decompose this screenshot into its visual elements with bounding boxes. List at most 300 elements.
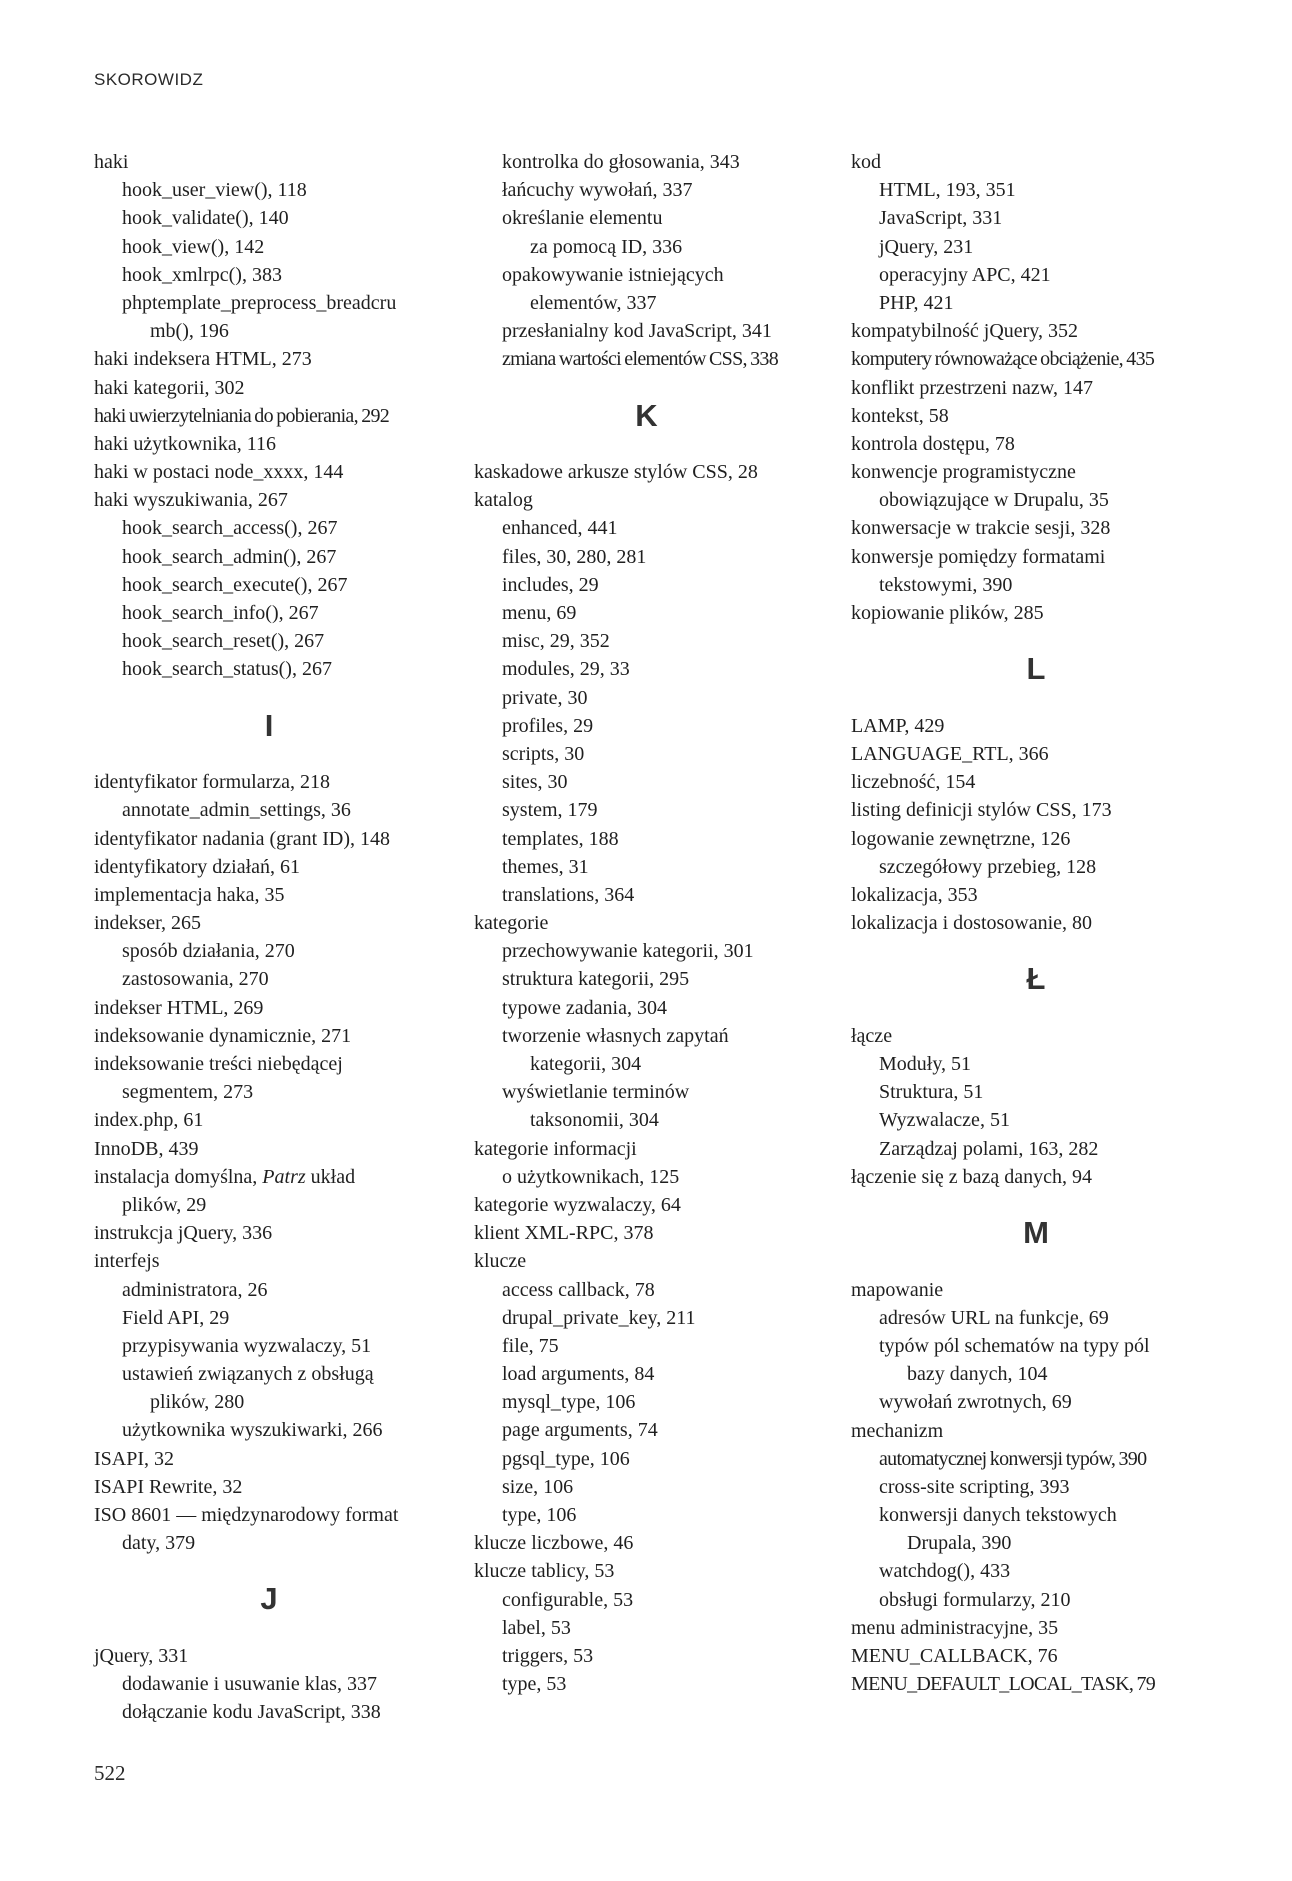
entry-text: kategorie <box>474 912 549 935</box>
entry-text: haki użytkownika, 116 <box>94 432 277 455</box>
index-subentry <box>474 599 819 627</box>
entry-text: adresów URL na funkcje, 69 <box>879 1306 1109 1329</box>
index-subentry <box>851 1360 1221 1388</box>
index-subentry <box>94 1529 444 1557</box>
index-subentry <box>474 233 819 261</box>
index-subentry <box>474 994 819 1022</box>
index-entry <box>851 1642 1221 1670</box>
index-subentry <box>94 261 444 289</box>
index-subentry <box>94 965 444 993</box>
index-subentry <box>851 1050 1221 1078</box>
index-entry <box>94 768 444 796</box>
entry-text: cross-site scripting, 393 <box>879 1475 1070 1498</box>
index-subentry <box>851 1529 1221 1557</box>
entry-text: triggers, 53 <box>502 1644 594 1667</box>
index-subentry <box>94 317 444 345</box>
entry-text: hook_search_admin(), 267 <box>122 545 337 568</box>
entry-text: konwersji danych tekstowych <box>879 1504 1117 1527</box>
entry-text: łączenie się z bazą danych, 94 <box>851 1165 1092 1188</box>
index-subentry <box>851 1332 1221 1360</box>
entry-text: Zarządzaj polami, 163, 282 <box>879 1137 1099 1160</box>
index-subentry <box>851 571 1221 599</box>
entry-text: łańcuchy wywołań, 337 <box>502 179 693 202</box>
index-subentry <box>474 825 819 853</box>
index-entry <box>94 1050 444 1078</box>
index-subentry <box>94 796 444 824</box>
index-entry <box>94 825 444 853</box>
index-entry <box>94 1022 444 1050</box>
entry-text: haki uwierzytelniania do pobierania, 292 <box>94 404 390 427</box>
index-entry <box>851 374 1221 402</box>
index-subentry <box>474 317 819 345</box>
index-subentry <box>474 627 819 655</box>
index-subentry <box>851 1388 1221 1416</box>
section-letter: I <box>264 707 274 743</box>
index-entry <box>851 402 1221 430</box>
index-subentry <box>94 627 444 655</box>
page-number: 522 <box>94 1761 126 1785</box>
entry-text: o użytkownikach, 125 <box>502 1165 680 1188</box>
index-subentry <box>474 1022 819 1050</box>
entry-text: label, 53 <box>502 1616 571 1639</box>
index-entry <box>851 909 1221 937</box>
index-entry <box>851 740 1221 768</box>
entry-text: indeksowanie treści niebędącej <box>94 1053 343 1076</box>
index-entry <box>851 430 1221 458</box>
index-subentry <box>474 712 819 740</box>
entry-text: file, 75 <box>502 1334 559 1357</box>
index-subentry <box>474 1078 819 1106</box>
index-subentry <box>474 768 819 796</box>
index-subentry <box>94 655 444 683</box>
index-subentry <box>474 1416 819 1444</box>
index-subentry <box>851 1473 1221 1501</box>
entry-text: konflikt przestrzeni nazw, 147 <box>851 376 1093 399</box>
entry-text: scripts, 30 <box>502 742 585 765</box>
index-entry <box>851 317 1221 345</box>
index-entry <box>474 1247 819 1275</box>
index-entry <box>94 1445 444 1473</box>
index-subentry <box>474 796 819 824</box>
entry-text: za pomocą ID, 336 <box>530 235 683 258</box>
entry-text: implementacja haka, 35 <box>94 883 285 906</box>
index-subentry <box>851 1557 1221 1585</box>
entry-reference-italic: Patrz <box>262 1165 306 1188</box>
index-subentry <box>474 1360 819 1388</box>
entry-text: ISAPI, 32 <box>94 1447 175 1470</box>
entry-text: hook_validate(), 140 <box>122 207 289 230</box>
index-subentry <box>474 289 819 317</box>
index-entry <box>851 1022 1221 1050</box>
entry-text: ustawień związanych z obsługą <box>122 1363 374 1386</box>
entry-text: konwersacje w trakcie sesji, 328 <box>851 517 1111 540</box>
entry-text: segmentem, 273 <box>122 1081 254 1104</box>
entry-text: dołączanie kodu JavaScript, 338 <box>122 1701 381 1724</box>
section-letter: M <box>1023 1215 1049 1250</box>
entry-text: system, 179 <box>502 799 598 822</box>
index-subentry <box>94 1078 444 1106</box>
entry-text: klucze liczbowe, 46 <box>474 1532 634 1555</box>
index-entry <box>851 796 1221 824</box>
entry-text: kategorie wyzwalaczy, 64 <box>474 1193 681 1216</box>
entry-text: hook_search_status(), 267 <box>122 658 332 681</box>
entry-text: taksonomii, 304 <box>530 1109 659 1132</box>
entry-text: indekser HTML, 269 <box>94 996 264 1019</box>
index-entry <box>851 599 1221 627</box>
index-entry <box>94 374 444 402</box>
entry-text: JavaScript, 331 <box>879 207 1003 230</box>
entry-text: konwencje programistyczne <box>851 461 1076 484</box>
index-subentry <box>474 965 819 993</box>
index-subentry <box>94 1276 444 1304</box>
entry-text: identyfikator formularza, 218 <box>94 771 331 794</box>
entry-text: plików, 280 <box>150 1391 245 1414</box>
entry-text: ISAPI Rewrite, 32 <box>94 1475 243 1498</box>
index-subentry <box>94 233 444 261</box>
entry-text: Wyzwalacze, 51 <box>879 1109 1010 1132</box>
index-subentry <box>94 1416 444 1444</box>
index-subentry <box>474 1163 819 1191</box>
entry-text: jQuery, 331 <box>94 1645 189 1667</box>
section-letter: Ł <box>1026 961 1046 997</box>
index-entry <box>474 1557 819 1585</box>
index-entry <box>851 1163 1221 1191</box>
index-subentry <box>851 486 1221 514</box>
entry-text: jQuery, 231 <box>879 235 974 258</box>
entry-text: haki indeksera HTML, 273 <box>94 348 312 371</box>
entry-text: type, 106 <box>502 1504 577 1527</box>
index-subentry <box>851 261 1221 289</box>
section-letter: J <box>260 1581 278 1617</box>
index-subentry <box>851 1304 1221 1332</box>
index-column-3 <box>851 148 1221 1698</box>
index-subentry <box>94 289 444 317</box>
entry-text: ISO 8601 — międzynarodowy format <box>94 1504 399 1527</box>
running-header: SKOROWIDZ <box>94 70 204 89</box>
entry-text: haki <box>94 151 129 173</box>
entry-text: kategorie informacji <box>474 1137 637 1160</box>
entry-text: kompatybilność jQuery, 352 <box>851 320 1079 343</box>
entry-text: tworzenie własnych zapytań <box>502 1024 729 1047</box>
index-subentry <box>474 148 819 176</box>
index-subentry <box>851 1586 1221 1614</box>
index-subentry <box>474 1445 819 1473</box>
entry-text: profiles, 29 <box>502 714 594 737</box>
entry-text: modules, 29, 33 <box>502 658 630 681</box>
entry-text: haki kategorii, 302 <box>94 376 245 399</box>
entry-text: identyfikator nadania (grant ID), 148 <box>94 827 391 850</box>
index-entry <box>94 1163 444 1191</box>
entry-text: wywołań zwrotnych, 69 <box>879 1391 1072 1414</box>
index-entry <box>474 1135 819 1163</box>
index-entry <box>474 1219 819 1247</box>
index-entry <box>94 853 444 881</box>
entry-text: kontekst, 58 <box>851 404 949 427</box>
index-subentry <box>851 204 1221 232</box>
index-subentry <box>851 176 1221 204</box>
index-column-1 <box>94 148 444 1727</box>
entry-text: mapowanie <box>851 1278 944 1301</box>
index-entry <box>94 148 444 176</box>
entry-text: hook_view(), 142 <box>122 235 265 258</box>
index-entry <box>94 1247 444 1275</box>
entry-text: struktura kategorii, 295 <box>502 968 690 991</box>
entry-text: zastosowania, 270 <box>122 968 269 991</box>
entry-text: haki w postaci node_xxxx, 144 <box>94 461 344 484</box>
index-subentry <box>474 881 819 909</box>
index-subentry <box>94 937 444 965</box>
entry-text: indeksowanie dynamicznie, 271 <box>94 1024 352 1047</box>
entry-text: index.php, 61 <box>94 1109 204 1132</box>
entry-text: access callback, 78 <box>502 1278 655 1301</box>
entry-text: łącze <box>851 1024 893 1047</box>
entry-text: szczegółowy przebieg, 128 <box>879 855 1097 878</box>
entry-text: administratora, 26 <box>122 1278 268 1301</box>
entry-text: PHP, 421 <box>879 291 954 314</box>
entry-text: load arguments, 84 <box>502 1363 655 1386</box>
index-entry <box>94 994 444 1022</box>
index-subentry <box>474 1050 819 1078</box>
entry-text: page arguments, 74 <box>502 1419 658 1442</box>
index-subentry <box>851 1445 1221 1473</box>
entry-text: hook_search_reset(), 267 <box>122 630 325 653</box>
entry-text: translations, 364 <box>502 883 635 906</box>
entry-text: daty, 379 <box>122 1532 196 1555</box>
entry-text: sites, 30 <box>502 771 568 794</box>
entry-text: misc, 29, 352 <box>502 630 610 653</box>
entry-text: indekser, 265 <box>94 912 201 935</box>
entry-text: menu administracyjne, 35 <box>851 1616 1059 1639</box>
entry-text: hook_search_info(), 267 <box>122 602 319 624</box>
entry-text: Drupala, 390 <box>907 1532 1012 1555</box>
index-subentry <box>474 1332 819 1360</box>
entry-text: MENU_CALLBACK, 76 <box>851 1645 1058 1668</box>
entry-text: przechowywanie kategorii, 301 <box>502 940 754 963</box>
entry-text: HTML, 193, 351 <box>879 179 1016 202</box>
index-subentry <box>94 543 444 571</box>
section-letter: K <box>635 397 658 433</box>
index-subentry <box>94 1332 444 1360</box>
entry-text: instalacja domyślna, <box>94 1165 263 1188</box>
entry-text: configurable, 53 <box>502 1588 634 1611</box>
entry-text: konwersje pomiędzy formatami <box>851 545 1106 568</box>
entry-text: size, 106 <box>502 1475 574 1498</box>
entry-text: LANGUAGE_RTL, 366 <box>851 742 1049 765</box>
entry-text: mb(), 196 <box>150 320 229 343</box>
index-entry <box>851 881 1221 909</box>
entry-text: themes, 31 <box>502 855 589 878</box>
entry-text: type, 53 <box>502 1673 567 1696</box>
index-subentry <box>474 1304 819 1332</box>
entry-text: kontrola dostępu, 78 <box>851 432 1015 455</box>
entry-text: templates, 188 <box>502 827 619 850</box>
index-subentry <box>851 289 1221 317</box>
index-entry <box>474 1529 819 1557</box>
entry-text: hook_user_view(), 118 <box>122 179 307 202</box>
entry-text: enhanced, 441 <box>502 517 618 540</box>
entry-text: elementów, 337 <box>530 291 657 314</box>
index-entry <box>474 486 819 514</box>
entry-text: drupal_private_key, 211 <box>502 1306 696 1329</box>
index-entry <box>851 825 1221 853</box>
index-entry <box>94 881 444 909</box>
entry-text: LAMP, 429 <box>851 714 945 737</box>
index-entry <box>851 1417 1221 1445</box>
entry-text: Struktura, 51 <box>879 1081 984 1104</box>
entry-text: wyświetlanie terminów <box>502 1081 690 1104</box>
entry-text: tekstowymi, 390 <box>879 573 1013 596</box>
entry-text: plików, 29 <box>122 1193 207 1216</box>
entry-text: bazy danych, 104 <box>907 1363 1048 1386</box>
index-entry <box>94 1501 444 1529</box>
entry-text: pgsql_type, 106 <box>502 1447 630 1470</box>
entry-text-continued: układ <box>305 1165 356 1188</box>
entry-text: annotate_admin_settings, 36 <box>122 799 351 822</box>
entry-text: files, 30, 280, 281 <box>502 545 647 568</box>
entry-text: obsługi formularzy, 210 <box>879 1588 1071 1611</box>
entry-text: katalog <box>474 489 533 512</box>
entry-text: hook_search_access(), 267 <box>122 517 338 540</box>
index-entry <box>474 909 819 937</box>
index-entry <box>94 1642 444 1670</box>
entry-text: kopiowanie plików, 285 <box>851 602 1044 624</box>
index-subentry <box>474 176 819 204</box>
entry-text: dodawanie i usuwanie klas, 337 <box>122 1673 377 1696</box>
index-subentry <box>851 233 1221 261</box>
index-subentry <box>474 655 819 683</box>
index-subentry <box>474 740 819 768</box>
entry-text: określanie elementu <box>502 207 663 230</box>
entry-text: menu, 69 <box>502 602 577 625</box>
entry-text: kontrolka do głosowania, 343 <box>502 151 740 173</box>
entry-text: private, 30 <box>502 686 588 709</box>
entry-text: obowiązujące w Drupalu, 35 <box>879 489 1109 512</box>
index-subentry <box>851 1135 1221 1163</box>
entry-text: identyfikatory działań, 61 <box>94 855 301 878</box>
index-subentry <box>94 204 444 232</box>
index-entry <box>94 1135 444 1163</box>
entry-text: mechanizm <box>851 1419 944 1442</box>
entry-text: sposób działania, 270 <box>122 940 295 963</box>
index-entry <box>474 1191 819 1219</box>
index-subentry <box>474 684 819 712</box>
entry-text: logowanie zewnętrzne, 126 <box>851 827 1071 850</box>
entry-text: lokalizacja, 353 <box>851 883 978 906</box>
index-entry <box>851 514 1221 542</box>
index-entry <box>94 430 444 458</box>
entry-text: watchdog(), 433 <box>879 1560 1011 1583</box>
entry-text: operacyjny APC, 421 <box>879 263 1051 286</box>
entry-text: kaskadowe arkusze stylów CSS, 28 <box>474 461 758 484</box>
index-subentry <box>474 937 819 965</box>
entry-text: typów pól schematów na typy pól <box>879 1334 1150 1357</box>
index-subentry <box>474 1670 819 1698</box>
entry-text: interfejs <box>94 1250 160 1273</box>
entry-text: opakowywanie istniejących <box>502 263 724 286</box>
index-subentry <box>474 853 819 881</box>
index-subentry <box>474 261 819 289</box>
index-subentry <box>474 1473 819 1501</box>
entry-text: Moduły, 51 <box>879 1053 972 1076</box>
index-subentry <box>94 1388 444 1416</box>
index-subentry <box>474 543 819 571</box>
index-entry <box>851 148 1221 176</box>
entry-text: mysql_type, 106 <box>502 1391 636 1414</box>
index-subentry <box>851 1501 1221 1529</box>
index-subentry <box>94 514 444 542</box>
index-subentry <box>94 1360 444 1388</box>
index-entry <box>851 712 1221 740</box>
entry-text: hook_xmlrpc(), 383 <box>122 263 282 286</box>
index-entry <box>94 1473 444 1501</box>
entry-text: hook_search_execute(), 267 <box>122 573 348 596</box>
entry-text: klucze tablicy, 53 <box>474 1560 615 1583</box>
index-entry <box>94 909 444 937</box>
index-entry <box>94 458 444 486</box>
entry-text: instrukcja jQuery, 336 <box>94 1222 273 1245</box>
entry-text: includes, 29 <box>502 573 599 596</box>
index-entry <box>851 1276 1221 1304</box>
index-subentry <box>94 1670 444 1698</box>
index-entry <box>94 402 444 430</box>
entry-text: typowe zadania, 304 <box>502 996 667 1019</box>
index-entry <box>94 345 444 373</box>
entry-text: InnoDB, 439 <box>94 1137 199 1160</box>
entry-text: haki wyszukiwania, 267 <box>94 489 288 512</box>
entry-text: przesłanialny kod JavaScript, 341 <box>502 320 772 343</box>
index-subentry <box>94 571 444 599</box>
index-entry <box>851 543 1221 571</box>
index-entry <box>851 345 1221 373</box>
entry-text: komputery równoważące obciążenie, 435 <box>851 348 1155 371</box>
entry-text: klient XML-RPC, 378 <box>474 1222 654 1245</box>
entry-text: MENU_DEFAULT_LOCAL_TASK, 79 <box>851 1673 1156 1696</box>
entry-text: Field API, 29 <box>122 1306 230 1329</box>
entry-text: automatycznej konwersji typów, 390 <box>879 1447 1147 1470</box>
index-subentry <box>474 1642 819 1670</box>
entry-text: phptemplate_preprocess_breadcru <box>122 291 397 314</box>
entry-text: lokalizacja i dostosowanie, 80 <box>851 912 1093 935</box>
entry-text: kategorii, 304 <box>530 1053 642 1076</box>
index-entry <box>94 1219 444 1247</box>
entry-text: listing definicji stylów CSS, 173 <box>851 799 1112 822</box>
index-subentry <box>851 1106 1221 1134</box>
index-subentry <box>94 176 444 204</box>
index-subentry <box>94 1698 444 1726</box>
index-entry <box>851 768 1221 796</box>
index-subentry <box>474 204 819 232</box>
index-subentry <box>94 1304 444 1332</box>
index-subentry <box>474 1388 819 1416</box>
index-subentry <box>851 853 1221 881</box>
index-subentry <box>94 599 444 627</box>
entry-text: zmiana wartości elementów CSS, 338 <box>502 348 779 371</box>
entry-text: kod <box>851 151 881 173</box>
index-entry <box>94 486 444 514</box>
entry-text: klucze <box>474 1250 527 1273</box>
index-subentry <box>474 1614 819 1642</box>
index-subentry <box>851 1078 1221 1106</box>
index-column-2 <box>474 148 819 1698</box>
entry-text: użytkownika wyszukiwarki, 266 <box>122 1419 383 1442</box>
section-letter: L <box>1026 651 1046 687</box>
entry-text: liczebność, 154 <box>851 771 976 794</box>
index-subentry <box>474 1276 819 1304</box>
index-entry <box>94 1106 444 1134</box>
index-entry <box>474 458 819 486</box>
index-subentry <box>474 514 819 542</box>
index-subentry <box>474 345 819 373</box>
